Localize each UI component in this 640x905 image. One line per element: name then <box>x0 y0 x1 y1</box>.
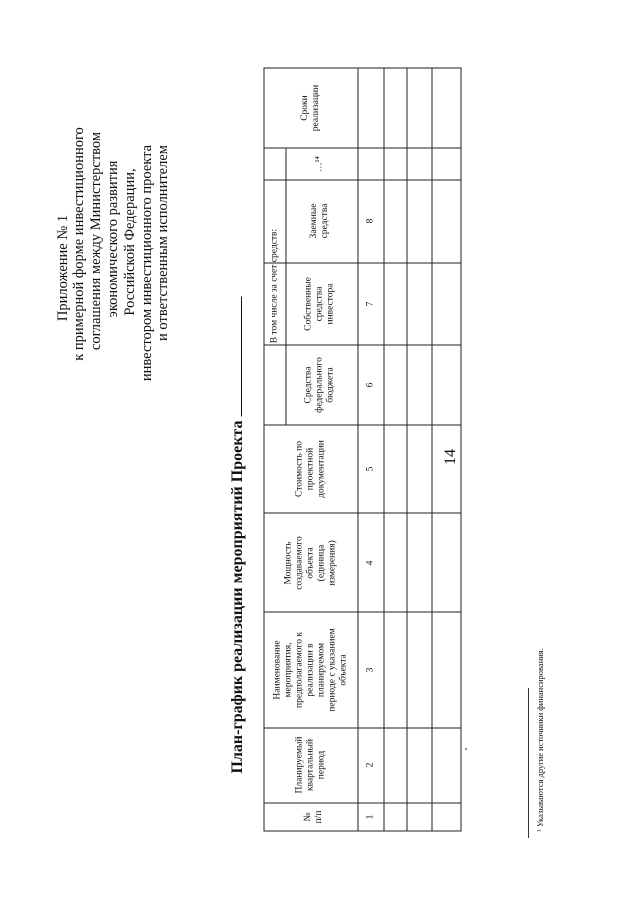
column-number: 3 <box>365 667 376 673</box>
footnote: ¹ Указываются другие источники финансирования. <box>535 648 545 832</box>
header-other: …¹⁴ <box>314 156 325 172</box>
appendix-line: Российской Федерации, <box>121 168 138 316</box>
header-cost: Стоимость по проектной документации <box>294 440 327 498</box>
column-number: 5 <box>365 466 376 472</box>
column-number: 4 <box>365 560 376 566</box>
column-number: 2 <box>365 762 376 768</box>
column-number: 1 <box>365 814 376 820</box>
appendix-line: инвестором инвестиционного проекта <box>138 144 155 382</box>
header-capacity: Мощность создаваемого объекта (единица измерения) <box>283 536 338 590</box>
title-text: План-график реализации мероприятий Проекта <box>229 420 246 774</box>
appendix-line: соглашения между Министерством <box>87 131 104 351</box>
header-terms: Сроки реализации <box>300 84 321 132</box>
footnote-rule <box>528 688 529 838</box>
column-number: 7 <box>365 301 376 307</box>
appendix-line: Приложение № 1 <box>54 214 71 322</box>
column-number: 6 <box>365 382 376 388</box>
appendix-line: и ответственным исполнителем <box>154 145 171 341</box>
appendix-line: экономического развития <box>104 160 121 318</box>
header-num: № п/п <box>303 810 324 824</box>
header-own: Собственные средства инвестора <box>303 277 336 331</box>
header-name: Наименование мероприятия, предполагаемого к реализации в планируемом периоде с указанием объекта <box>272 628 349 712</box>
header-group: В том числе за счет средств: <box>269 228 280 344</box>
column-number: 8 <box>365 218 376 224</box>
speck <box>465 748 467 750</box>
header-period: Планируемый квартальный период <box>294 736 327 794</box>
header-federal: Средства федерального бюджета <box>303 357 336 413</box>
header-borrowed: Заемные средства <box>309 203 330 239</box>
page-number: 14 <box>442 449 459 465</box>
appendix-line: к примерной форме инвестиционного <box>70 127 87 361</box>
